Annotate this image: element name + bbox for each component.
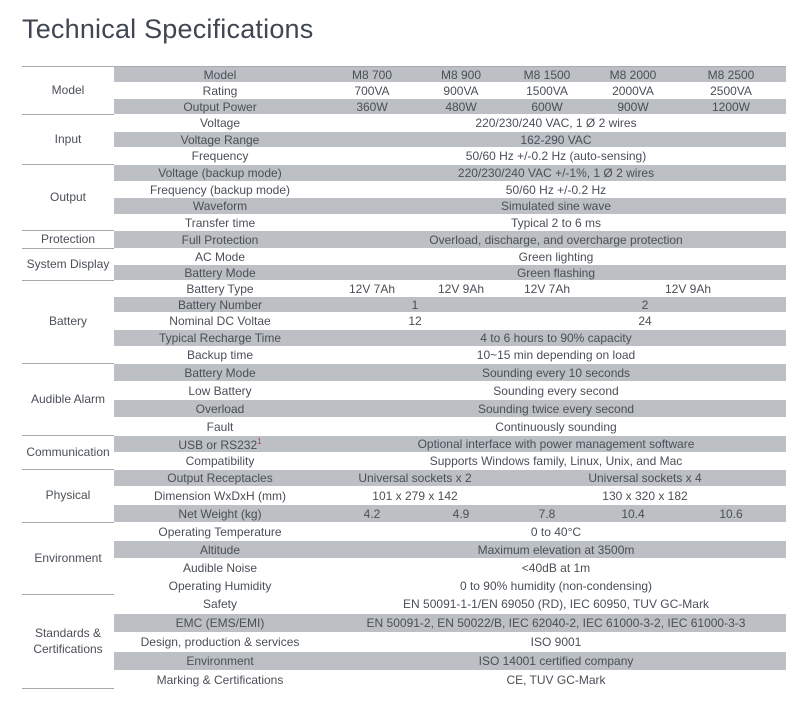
spec-label-text: Compatibility (185, 454, 255, 468)
table-row (22, 382, 786, 400)
spec-label-text: Voltage Range (180, 132, 260, 147)
spec-value: Green flashing (326, 265, 786, 281)
spec-label-text: Net Weight (kg) (178, 506, 262, 521)
spec-label (114, 382, 326, 400)
spec-value: 900W (590, 99, 676, 115)
spec-value: 12V 9Ah (590, 281, 786, 297)
spec-label-text: Overload (195, 401, 245, 416)
spec-value: 1 (326, 297, 504, 313)
category-label: Battery (22, 281, 114, 364)
spec-value: Overload, discharge, and overcharge protection (326, 231, 786, 249)
table-row (22, 559, 786, 577)
spec-value: M8 2500 (676, 67, 786, 83)
table-row (22, 330, 786, 347)
spec-value: 2500VA (676, 83, 786, 99)
spec-label-text: Frequency (191, 149, 249, 163)
spec-value: 24 (504, 313, 786, 330)
spec-label-text: Nominal DC Voltae (169, 314, 271, 328)
spec-label (114, 400, 326, 418)
spec-value: <40dB at 1m (326, 559, 786, 577)
spec-value: 10.6 (676, 505, 786, 523)
spec-label (114, 418, 326, 436)
category-label: Model (22, 67, 114, 115)
spec-label-text: Altitude (199, 542, 241, 557)
spec-value: 1500VA (504, 83, 590, 99)
spec-label-text: Voltage (backup mode) (158, 166, 282, 180)
spec-value: 4 to 6 hours to 90% capacity (326, 330, 786, 347)
spec-value: 360W (326, 99, 418, 115)
spec-label (114, 182, 326, 198)
table-row (22, 671, 786, 689)
spec-label-text: Battery Type (186, 281, 254, 296)
spec-label (114, 99, 326, 115)
table-row (22, 347, 786, 364)
table-row (22, 523, 786, 541)
table-row (22, 215, 786, 231)
specifications-table (22, 66, 786, 689)
spec-value: 130 x 320 x 182 (504, 487, 786, 505)
spec-value: 4.2 (326, 505, 418, 523)
table-row (22, 364, 786, 382)
spec-value: M8 1500 (504, 67, 590, 83)
spec-value: EN 50091-1-1/EN 69050 (RD), IEC 60950, TUV GC-Mark (326, 595, 786, 614)
spec-label (114, 453, 326, 470)
table-row (22, 249, 786, 265)
spec-label-text: EMC (EMS/EMI) (175, 616, 265, 630)
spec-label (114, 364, 326, 382)
table-row (22, 633, 786, 652)
spec-value: Maximum elevation at 3500m (326, 541, 786, 559)
spec-label-text: Marking & Certifications (156, 672, 284, 687)
spec-label-text: Typical Recharge Time (158, 331, 282, 345)
spec-value: M8 900 (418, 67, 504, 83)
spec-label-text: AC Mode (194, 249, 246, 264)
spec-label (114, 347, 326, 364)
category-label: Physical (22, 470, 114, 523)
table-row (22, 297, 786, 313)
spec-value: Universal sockets x 4 (504, 470, 786, 487)
spec-label (114, 83, 326, 99)
spec-value: 2000VA (590, 83, 676, 99)
spec-value: 1200W (676, 99, 786, 115)
spec-value: Continuously sounding (326, 418, 786, 436)
spec-label (114, 297, 326, 313)
spec-label (114, 132, 326, 148)
specifications-body (22, 67, 786, 689)
spec-value: 10.4 (590, 505, 676, 523)
spec-value: Sounding every second (326, 382, 786, 400)
spec-label-text: Frequency (backup mode) (149, 182, 291, 197)
spec-value: M8 700 (326, 67, 418, 83)
spec-label (114, 487, 326, 505)
table-row (22, 115, 786, 132)
category-label: Input (22, 115, 114, 165)
spec-label (114, 249, 326, 265)
spec-label (114, 265, 326, 281)
category-label: System Display (22, 249, 114, 281)
spec-label-text: Battery Mode (184, 365, 256, 380)
table-row (22, 148, 786, 165)
spec-value: 480W (418, 99, 504, 115)
spec-value: CE, TUV GC-Mark (326, 671, 786, 689)
table-row (22, 313, 786, 330)
category-label: Protection (22, 231, 114, 249)
spec-value: 162-290 VAC (326, 132, 786, 148)
spec-value: 220/230/240 VAC +/-1%, 1 Ø 2 wires (326, 165, 786, 182)
spec-label (114, 115, 326, 132)
spec-value: 12V 7Ah (326, 281, 418, 297)
spec-value: 2 (504, 297, 786, 313)
table-row (22, 83, 786, 99)
spec-label (114, 165, 326, 182)
spec-label (114, 671, 326, 689)
spec-value: 12 (326, 313, 504, 330)
spec-label-text: Battery Number (177, 297, 263, 312)
table-row (22, 231, 786, 249)
spec-value: EN 50091-2, EN 50022/B, IEC 62040-2, IEC 61000-3-2, IEC 61000-3-3 (326, 614, 786, 633)
spec-value: 50/60 Hz +/-0.2 Hz (auto-sensing) (326, 148, 786, 165)
table-row (22, 595, 786, 614)
spec-label (114, 330, 326, 347)
spec-value: Universal sockets x 2 (326, 470, 504, 487)
page-title: Technical Specifications (22, 14, 314, 44)
spec-label-text: Low Battery (188, 383, 252, 398)
spec-label (114, 541, 326, 559)
table-row (22, 265, 786, 281)
spec-value: 4.9 (418, 505, 504, 523)
table-row (22, 418, 786, 436)
spec-label-text: Operating Humidity (168, 578, 272, 593)
spec-value: Simulated sine wave (326, 198, 786, 215)
table-row (22, 652, 786, 671)
table-row (22, 505, 786, 523)
spec-label-text: Audible Noise (182, 560, 258, 575)
spec-label (114, 67, 326, 83)
spec-label-text: Safety (202, 597, 238, 611)
spec-value: 12V 7Ah (504, 281, 590, 297)
spec-label-text: Full Protection (181, 232, 259, 247)
spec-label (114, 313, 326, 330)
spec-value: Typical 2 to 6 ms (326, 215, 786, 231)
table-row (22, 281, 786, 297)
category-label: Environment (22, 523, 114, 595)
spec-value: 12V 9Ah (418, 281, 504, 297)
spec-value: 220/230/240 VAC, 1 Ø 2 wires (326, 115, 786, 132)
table-row (22, 577, 786, 595)
spec-label (114, 577, 326, 595)
category-label: Communication (22, 436, 114, 470)
spec-label-text: Waveform (192, 199, 248, 213)
spec-label-text: Fault (206, 419, 234, 434)
spec-label (114, 633, 326, 652)
spec-value: Optional interface with power management software (326, 436, 786, 453)
spec-label (114, 231, 326, 249)
spec-value: 0 to 90% humidity (non-condensing) (326, 577, 786, 595)
spec-label (114, 505, 326, 523)
spec-label (114, 559, 326, 577)
spec-label (114, 148, 326, 165)
spec-label-text: Model (203, 67, 237, 82)
category-label: Standards & Certifications (22, 595, 114, 689)
spec-label-text: Environment (186, 654, 254, 668)
category-label: Audible Alarm (22, 364, 114, 436)
table-row (22, 132, 786, 148)
spec-label-text: Operating Temperature (158, 524, 282, 539)
table-row (22, 99, 786, 115)
spec-value: 700VA (326, 83, 418, 99)
spec-label (114, 523, 326, 541)
spec-label-text: USB or RS232 (178, 437, 258, 452)
table-row (22, 67, 786, 83)
category-label: Output (22, 165, 114, 231)
spec-value: Sounding twice every second (326, 400, 786, 418)
spec-label (114, 652, 326, 671)
table-row (22, 541, 786, 559)
spec-label (114, 215, 326, 231)
spec-label (114, 470, 326, 487)
spec-label-text: Output Receptacles (167, 471, 273, 485)
spec-value: Green lighting (326, 249, 786, 265)
table-row (22, 165, 786, 182)
spec-label-text: Voltage (199, 116, 241, 130)
table-row (22, 198, 786, 215)
spec-value: 101 x 279 x 142 (326, 487, 504, 505)
spec-label-text: Design, production & services (140, 635, 300, 649)
spec-label-text: Dimension WxDxH (mm) (154, 488, 286, 503)
table-row (22, 470, 786, 487)
spec-label-text: Rating (202, 83, 238, 98)
table-row (22, 182, 786, 198)
spec-value: 600W (504, 99, 590, 115)
spec-label-text: Battery Mode (184, 265, 256, 280)
spec-value: 50/60 Hz +/-0.2 Hz (326, 182, 786, 198)
table-row (22, 453, 786, 470)
spec-value: M8 2000 (590, 67, 676, 83)
table-row (22, 400, 786, 418)
spec-value: Supports Windows family, Linux, Unix, and Mac (326, 453, 786, 470)
spec-label-text: Transfer time (184, 215, 256, 230)
spec-value: ISO 9001 (326, 633, 786, 652)
table-row (22, 487, 786, 505)
spec-value: 900VA (418, 83, 504, 99)
spec-value: 7.8 (504, 505, 590, 523)
footnote-marker: 1 (257, 436, 262, 446)
spec-label (114, 595, 326, 614)
spec-value: ISO 14001 certified company (326, 652, 786, 671)
spec-value: 0 to 40°C (326, 523, 786, 541)
table-row (22, 436, 786, 453)
table-row (22, 614, 786, 633)
spec-label-text: Backup time (186, 348, 254, 362)
spec-label (114, 281, 326, 297)
spec-label (114, 614, 326, 633)
spec-label (114, 436, 326, 453)
spec-label (114, 198, 326, 215)
spec-value: 10~15 min depending on load (326, 347, 786, 364)
spec-label-text: Output Power (183, 99, 257, 114)
spec-value: Sounding every 10 seconds (326, 364, 786, 382)
